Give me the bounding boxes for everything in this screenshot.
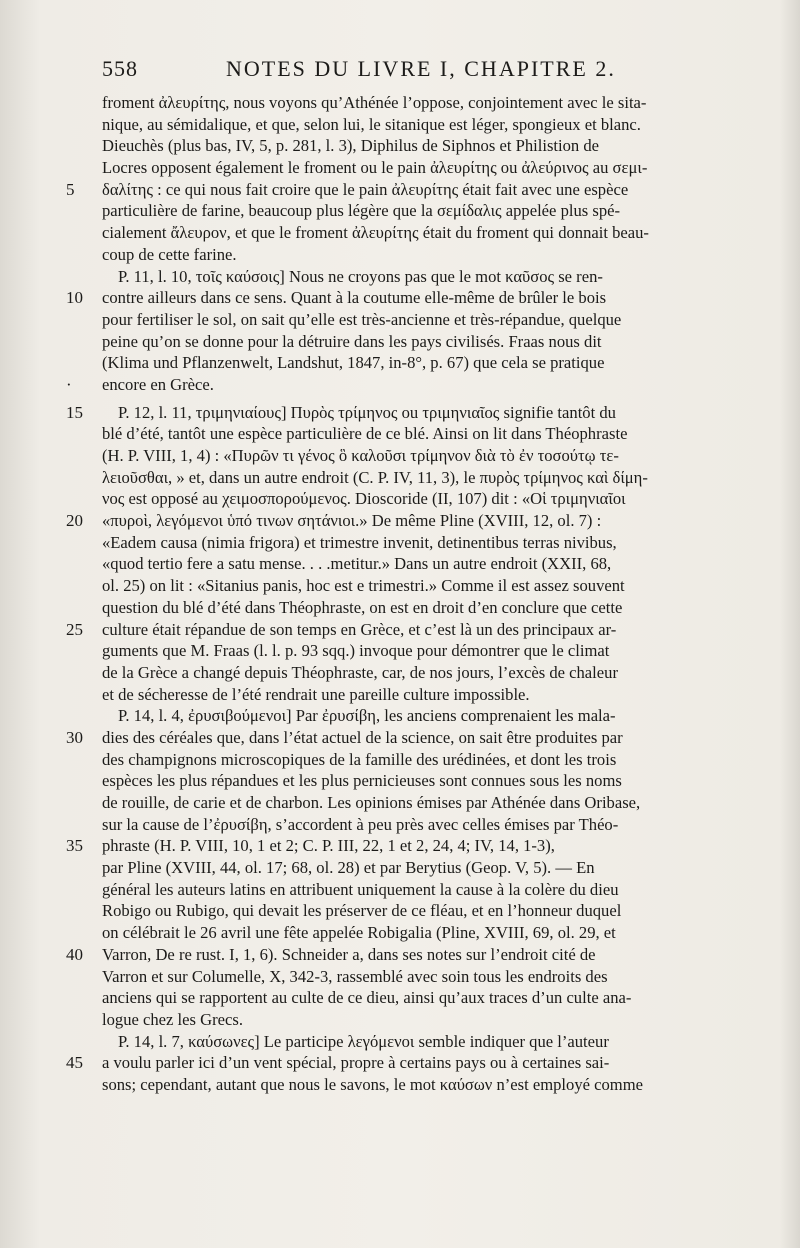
line-text: ol. 25) on lit : «Sitanius panis, hoc est e trimestri.» Comme il est assez souvent [102,576,625,596]
text-line [66,179,742,201]
text-line [66,944,742,966]
line-number: 5 [66,179,75,199]
text-line [102,445,742,467]
line-text: guments que M. Fraas (l. l. p. 93 sqq.) invoque pour démontrer que le climat [102,641,610,661]
text-line [102,987,742,1009]
line-text: cialement ἄλευρον, et que le froment ἀλευρίτης était du froment qui donnait beau- [102,223,649,243]
text-line [102,966,742,988]
line-text: de la Grèce a changé depuis Théophraste, car, de nos jours, l’excès de chaleur [102,662,618,682]
text-line [102,135,742,157]
line-text: par Pline (XVIII, 44, ol. 17; 68, ol. 28) et par Berytius (Geop. V, 5). — En [102,858,595,878]
notes-body [66,92,742,1096]
line-text: a voulu parler ici d’un vent spécial, propre à certains pays ou à certaines sai- [102,1053,610,1073]
line-text: (H. P. VIII, 1, 4) : «Πυρῶν τι γένος ὃ καλοῦσι τρίμηνον διὰ τὸ ἐν τοσούτῳ τε- [102,446,619,465]
text-line [102,814,742,836]
text-line [102,266,742,288]
line-text: blé d’été, tantôt une espèce particulière de ce blé. Ainsi on lit dans Théophraste [102,424,628,444]
text-line [102,92,742,114]
line-text: de rouille, de carie et de charbon. Les opinions émises par Athénée dans Oribase, [102,793,641,812]
line-text: général les auteurs latins en attribuent uniquement la cause à la colère du dieu [102,879,619,899]
line-text: Dieuchès (plus bas, IV, 5, p. 281, l. 3), Diphilus de Siphnos et Philistion de [102,136,600,156]
text-line [66,619,742,641]
line-number: 15 [66,402,83,422]
line-text: «Eadem causa (nimia frigora) et trimestre invenit, detinentibus terras nivibus, [102,532,617,552]
text-line [66,1052,742,1074]
text-line [102,922,742,944]
text-line [102,770,742,792]
line-text: sur la cause de l’ἐρυσίβη, s’accordent à peu près avec celles émises par Théo- [102,814,619,834]
line-text: question du blé d’été dans Théophraste, on est en droit d’en conclure que cette [102,597,623,617]
text-line [102,857,742,879]
line-text: particulière de farine, beaucoup plus légère que la σεμίδαλις appelée plus spé- [102,201,621,221]
text-line [102,1074,742,1096]
line-text: sons; cependant, autant que nous le savons, le mot καύσων n’est employé comme [102,1074,643,1094]
text-line [66,374,742,396]
text-line [102,1031,742,1053]
line-text: coup de cette farine. [102,244,237,264]
line-text: (Klima und Pflanzenwelt, Landshut, 1847, in-8°, p. 67) que cela se pratique [102,353,605,373]
text-line [102,309,742,331]
text-line [102,331,742,353]
line-text: anciens qui se rapportent au culte de ce dieu, ainsi qu’aux traces d’un culte ana- [102,988,632,1008]
line-number: 30 [66,727,83,747]
page-number: 558 [102,56,138,81]
text-line [102,553,742,575]
line-number: 20 [66,511,83,531]
text-line [102,488,742,510]
text-line [102,114,742,136]
line-text: δαλίτης : ce qui nous fait croire que le pain ἀλευρίτης était fait avec une espèce [102,179,629,199]
line-text: encore en Grèce. [102,374,214,394]
line-text: Locres opposent également le froment ou le pain ἀλευρίτης ou ἀλεύρινος au σεμι- [102,158,648,178]
line-text: «quod tertio fere a satu mense. . . .metitur.» Dans un autre endroit (XXII, 68, [102,554,612,574]
page-header [102,56,742,90]
line-text: froment ἀλευρίτης, nous voyons qu’Athénée l’oppose, conjointement avec le sita- [102,93,647,112]
text-line [102,157,742,179]
line-text: espèces les plus répandues et les plus pernicieuses sont connues sous les noms [102,771,622,791]
text-line [102,352,742,374]
text-line [102,684,742,706]
text-line [102,597,742,619]
line-number: 25 [66,619,83,639]
line-text: pour fertiliser le sol, on sait qu’elle est très-ancienne et très-répandue, quelque [102,309,622,329]
text-line [102,244,742,266]
line-text: contre ailleurs dans ce sens. Quant à la coutume elle-même de brûler le bois [102,288,607,308]
line-text: Varron et sur Columelle, X, 342-3, rassemblé avec soin tous les endroits des [102,966,608,986]
text-line [102,662,742,684]
text-line [66,510,742,532]
text-line [102,705,742,727]
line-text: peine qu’on se donne pour la détruire dans les pays civilisés. Fraas nous dit [102,331,602,351]
line-text: Robigo ou Rubigo, qui devait les préserver de ce fléau, et en l’honneur duquel [102,901,622,921]
text-line [102,879,742,901]
text-line [66,727,742,749]
line-text: P. 14, l. 7, καύσωνες] Le participe λεγόμενοι semble indiquer que l’auteur [118,1031,609,1051]
line-text: P. 14, l. 4, ἐρυσιβούμενοι] Par ἐρυσίβη, les anciens comprenaient les mala- [118,706,616,726]
line-text: on célébrait le 26 avril une fête appelée Robigalia (Pline, XVIII, 69, ol. 29, et [102,923,616,943]
line-text: «πυροὶ, λεγόμενοι ὑπό τινων σητάνιοι.» De même Pline (XVIII, 12, ol. 7) : [102,511,602,531]
text-line [102,222,742,244]
line-text: dies des céréales que, dans l’état actuel de la science, on sait être produites par [102,727,623,747]
line-number: 10 [66,288,83,308]
line-text: P. 12, l. 11, τριμηνιαίους] Πυρὸς τρίμηνος ou τριμηνιαῖος signifie tantôt du [118,402,616,422]
text-line [102,1009,742,1031]
line-number: 40 [66,944,83,964]
text-line [102,200,742,222]
line-text: logue chez les Grecs. [102,1009,243,1029]
text-line [66,287,742,309]
line-number: 35 [66,836,83,856]
text-line [102,532,742,554]
line-number: 45 [66,1053,83,1073]
line-text: nique, au sémidalique, et que, selon lui, le sitanique est léger, spongieux et blanc. [102,114,641,134]
text-line [66,835,742,857]
text-line [102,900,742,922]
line-text: P. 11, l. 10, τοῖς καύσοις] Nous ne croyons pas que le mot καῦσος se ren- [118,266,603,286]
text-line [66,402,742,424]
line-text: des champignons microscopiques de la famille des urédinées, et dont les trois [102,749,617,769]
text-line [102,467,742,489]
line-number: · [66,374,72,394]
line-text: νος est opposé au χειμοσπορούμενος. Dioscoride (II, 107) dit : «Οἱ τριμηνιαῖοι [102,489,626,509]
running-title: NOTES DU LIVRE I, CHAPITRE 2. [226,56,616,81]
line-text: Varron, De re rust. I, 1, 6). Schneider a, dans ses notes sur l’endroit cité de [102,944,596,964]
line-text: phraste (H. P. VIII, 10, 1 et 2; C. P. III, 22, 1 et 2, 24, 4; IV, 14, 1-3), [102,836,555,856]
line-text: λειοῦσθαι, » et, dans un autre endroit (C. P. IV, 11, 3), le πυρὸς τρίμηνος καὶ δίμη- [102,467,648,487]
text-line [102,575,742,597]
line-text: culture était répandue de son temps en Grèce, et c’est là un des principaux ar- [102,619,617,639]
line-text: et de sécheresse de l’été rendrait une pareille culture impossible. [102,684,530,704]
text-line [102,792,742,814]
text-line [102,423,742,445]
text-line [102,749,742,771]
text-line [102,640,742,662]
